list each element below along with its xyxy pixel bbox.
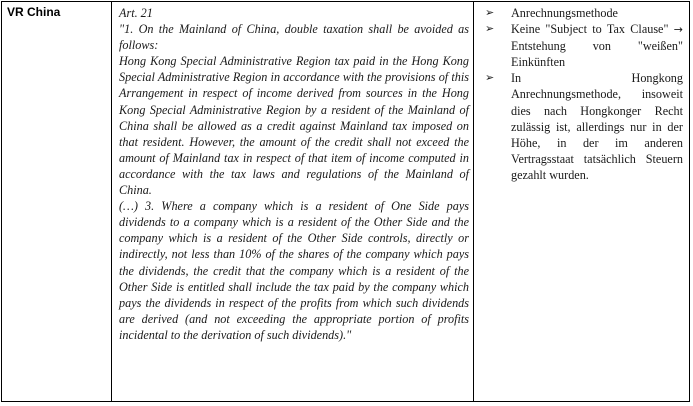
bullet-text-continued: Entstehung von "weißen" Einkünften [511, 39, 683, 70]
list-item [481, 21, 683, 70]
arrow-bullet-icon: ➢ [485, 22, 495, 36]
arrow-bullet-icon: ➢ [485, 6, 495, 19]
country-cell [2, 2, 112, 401]
treaty-table [1, 1, 690, 402]
article-reference: Art. 21 [119, 6, 153, 20]
list-item [481, 5, 683, 21]
legal-text [119, 5, 469, 343]
arrow-bullet-icon: ➢ [485, 71, 495, 85]
bullet-text: Anrechnungsmethode [511, 6, 618, 20]
bullet-text: In Hongkong Anrechnungsmethode, insoweit dies nach Hongkonger Recht zulässig ist, allerdings nur in der Höhe, in der im anderen Vertragsstaat tatsächlich Steuern gezahlt wurden. [511, 71, 683, 182]
notes-list [481, 5, 683, 183]
notes-cell [475, 2, 689, 401]
right-arrow-icon: → [673, 23, 683, 37]
bullet-text: Keine "Subject to Tax Clause" [511, 22, 669, 37]
legal-text-cell [113, 2, 474, 401]
list-item [481, 70, 683, 183]
paragraph-1-body: Hong Kong Special Administrative Region tax paid in the Hong Kong Special Administrative Region in accordance with the provisions of this Arrangement in respect of income derived from sources in the Hong Kong Special Administrative Region by a resident of the Mainland of China shall be allowed as a credit against Mainland tax imposed on that resident. However, the amount of the credit shall not exceed the amount of Mainland tax in respect of that item of income computed in accordance with the tax laws and regulations of the Mainland of China. [119, 54, 469, 198]
country-label: VR China [7, 5, 61, 19]
paragraph-3: (…) 3. Where a company which is a resident of One Side pays dividends to a company which is a resident of the Other Side and the company which is a resident of the Other Side controls, directly or indirectly, not less than 10% of the shares of the company which pays the dividends, the credit that the company which is a resident of the Other Side is entitled shall include the tax paid by the company which pays the dividends in respect of the profits from which such dividends are derived (and not exceeding the appropriate portion of profits incidental to the derivation of such dividends)." [119, 199, 469, 342]
paragraph-1-intro: "1. On the Mainland of China, double taxation shall be avoided as follows: [119, 22, 469, 53]
